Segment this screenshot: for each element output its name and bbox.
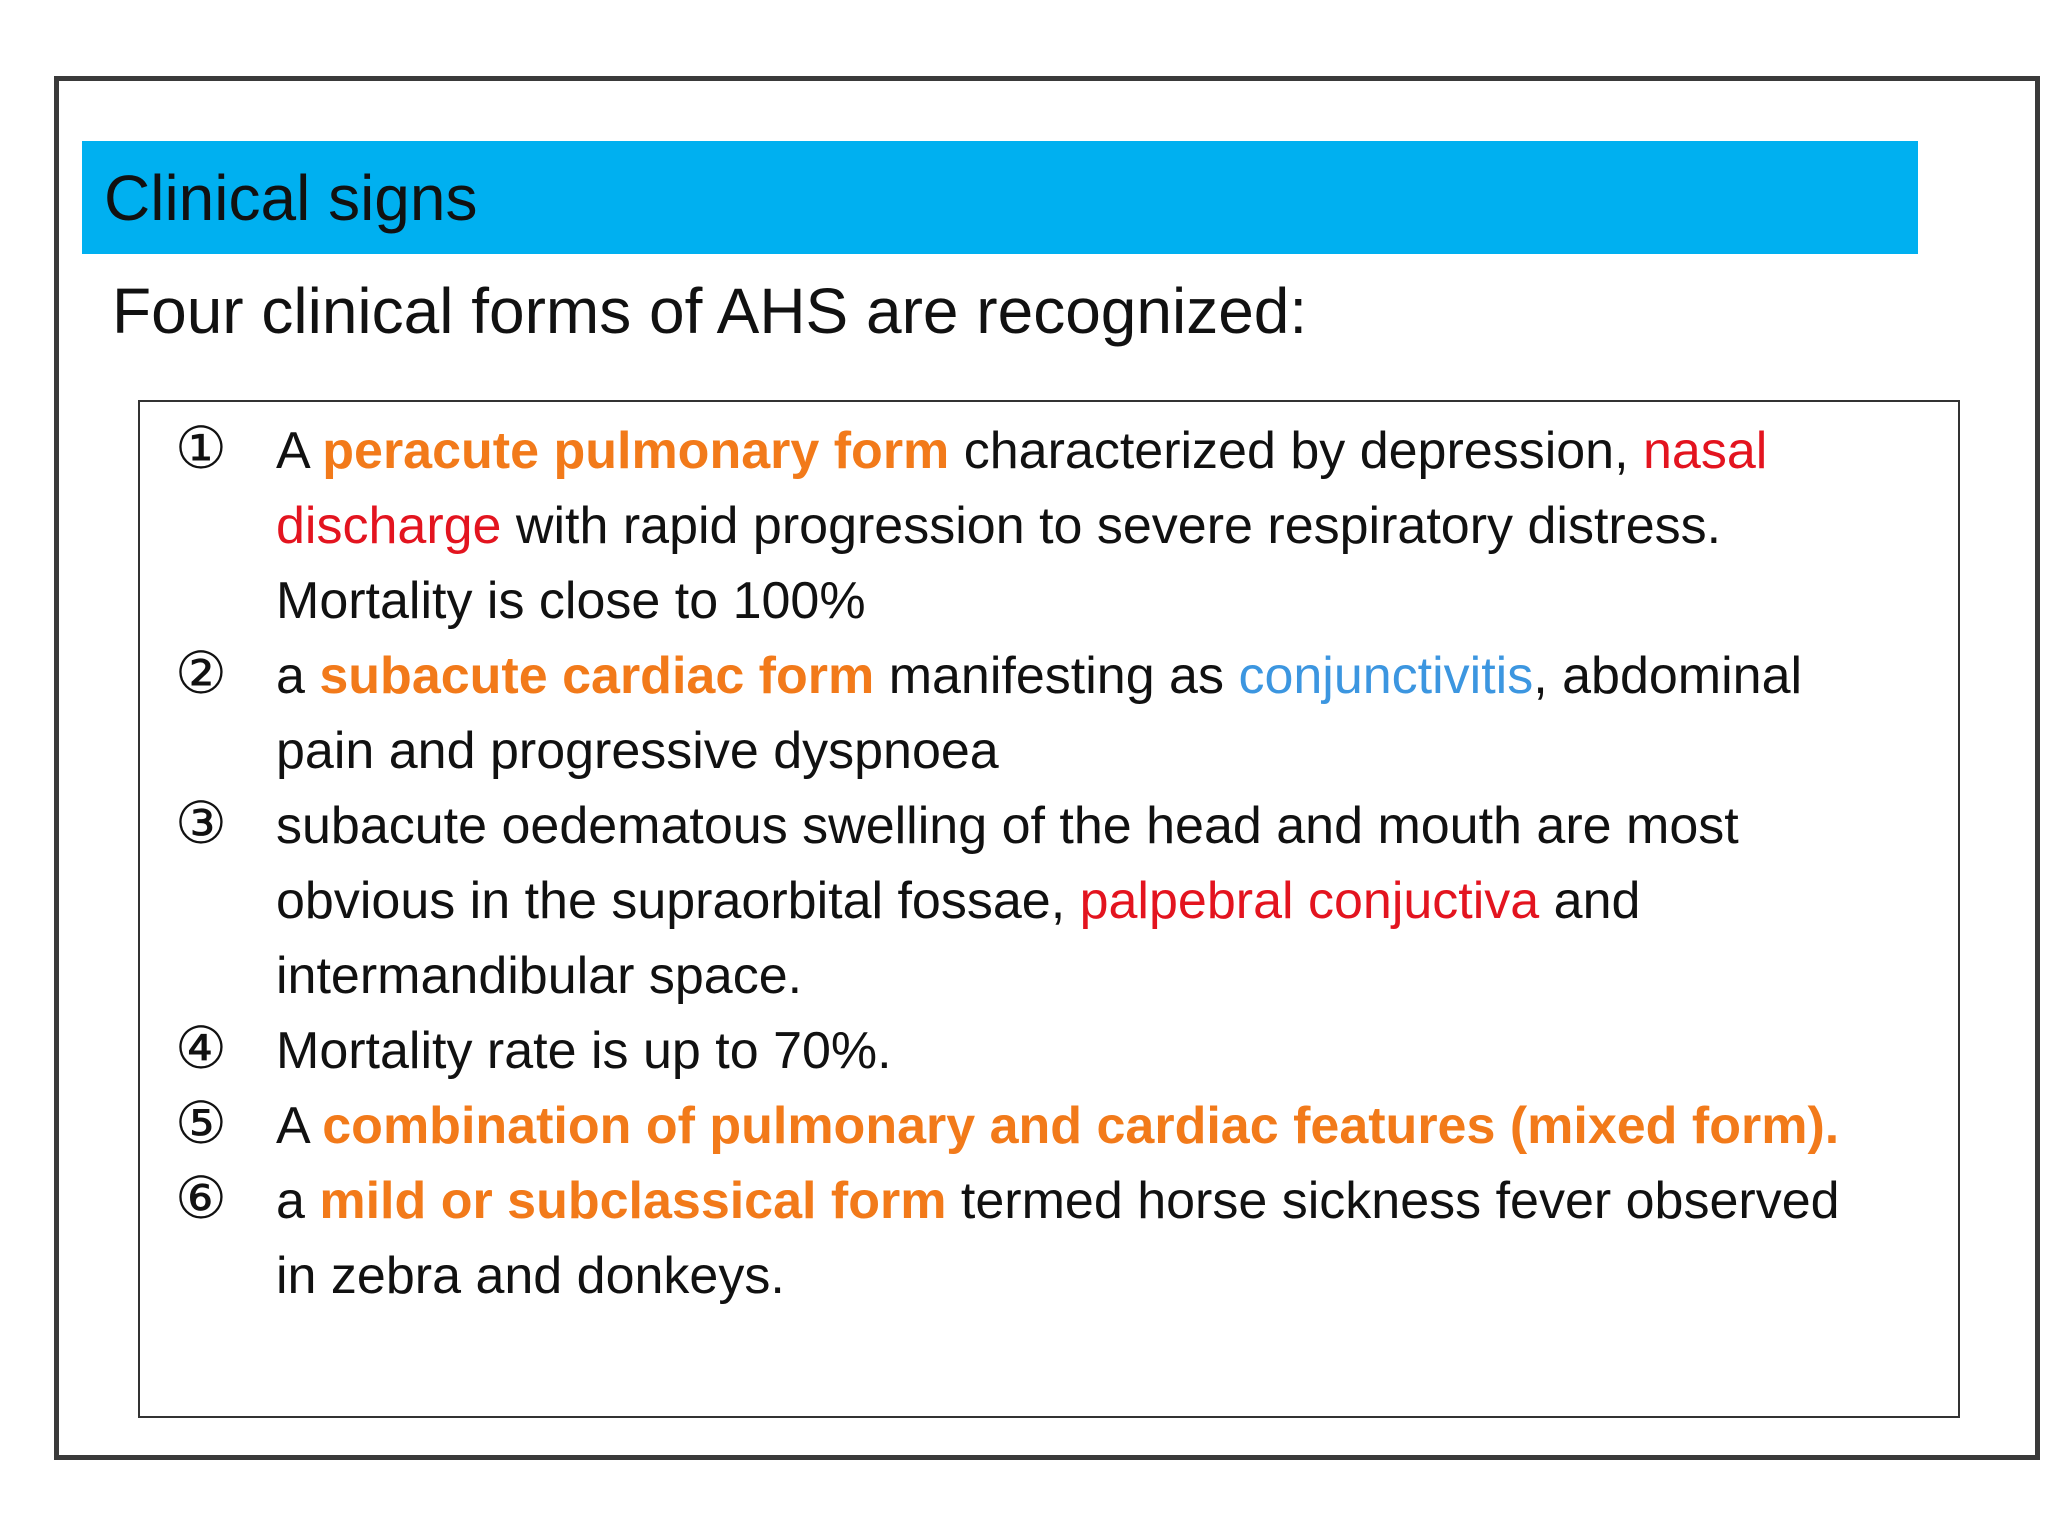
item-number: ① — [175, 414, 227, 482]
text-line: pain and progressive dyspnoea — [276, 722, 999, 780]
intro-text: Four clinical forms of AHS are recognized: — [112, 275, 1308, 347]
text-line — [276, 1164, 1956, 1239]
highlight-term: conjunctivitis — [1238, 647, 1534, 705]
item-text — [276, 639, 1956, 789]
highlight-term: discharge — [276, 497, 502, 555]
item-text — [276, 789, 1956, 1014]
text-run: , abdominal — [1533, 647, 1803, 705]
text-run: manifesting as — [874, 647, 1239, 705]
highlight-term: mild or subclassical form — [319, 1172, 947, 1230]
text-run: with rapid progression to severe respiratory distress. — [501, 497, 1722, 555]
item-text — [276, 1089, 1956, 1164]
text-run: and — [1539, 872, 1641, 930]
text-run: A — [276, 1097, 323, 1155]
text-line: in zebra and donkeys. — [276, 1247, 785, 1305]
highlight-term: palpebral conjuctiva — [1079, 872, 1540, 930]
highlight-term: nasal — [1643, 422, 1768, 480]
item-text — [276, 414, 1956, 639]
text-line: Mortality is close to 100% — [276, 572, 866, 630]
item-text — [276, 1014, 1956, 1089]
text-run: a — [276, 647, 320, 705]
item-number: ③ — [175, 789, 227, 857]
title-bar — [82, 141, 1918, 254]
text-line — [276, 414, 1956, 489]
text-run: characterized by depression, — [949, 422, 1643, 480]
highlight-term: combination of pulmonary and cardiac features (mixed form). — [322, 1097, 1840, 1155]
highlight-term: subacute cardiac form — [319, 647, 875, 705]
item-text — [276, 1164, 1956, 1314]
text-line — [276, 864, 1956, 939]
text-line — [276, 1089, 1956, 1164]
item-number: ⑤ — [175, 1089, 227, 1157]
highlight-term: peracute pulmonary form — [322, 422, 950, 480]
clinical-forms-list — [138, 400, 1960, 1418]
text-line: subacute oedematous swelling of the head and mouth are most — [276, 797, 1739, 855]
text-line — [276, 489, 1956, 564]
slide-title: Clinical signs — [104, 162, 478, 234]
text-line — [276, 639, 1956, 714]
text-line: Mortality rate is up to 70%. — [276, 1022, 892, 1080]
text-line: intermandibular space. — [276, 947, 803, 1005]
item-number: ② — [175, 639, 227, 707]
item-number: ④ — [175, 1014, 227, 1082]
item-number: ⑥ — [175, 1164, 227, 1232]
text-run: termed horse sickness fever observed — [946, 1172, 1840, 1230]
text-run: obvious in the supraorbital fossae, — [276, 872, 1080, 930]
text-run: A — [276, 422, 323, 480]
text-run: a — [276, 1172, 320, 1230]
